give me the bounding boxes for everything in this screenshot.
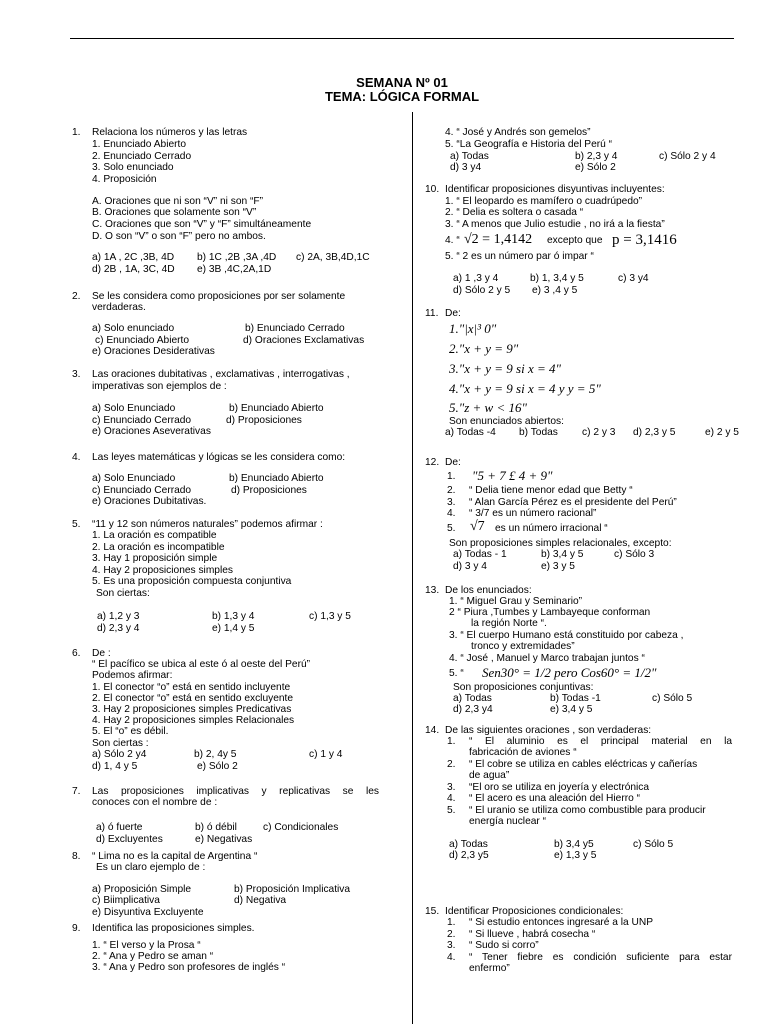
question-text: “11 y 12 son números naturales” podemos afirmar : (92, 519, 323, 530)
question-number: 12. (425, 457, 440, 468)
question-text: De : (92, 648, 111, 659)
option: b) 1,3 y 4 (212, 611, 255, 622)
option: c) Condicionales (263, 822, 339, 833)
column-divider (412, 112, 413, 1024)
pi-expression: p = 3,1416 (612, 232, 677, 248)
letter-item: C. Oraciones que son “V” y “F” simultáneamente (92, 219, 312, 230)
item: 1. Enunciado Abierto (92, 139, 187, 150)
option: d) 2B , 1A, 3C, 4D (92, 264, 175, 275)
item-number: 1. (447, 917, 456, 928)
item: 2 “ Piura ,Tumbes y Lambayeque conforman (449, 607, 651, 618)
item-number: 1. (447, 471, 456, 482)
formula: 3."x + y = 9 si x = 4" (449, 361, 561, 376)
option: e) 3 ,4 y 5 (532, 285, 578, 296)
option: c) 2A, 3B,4D,1C (296, 252, 370, 263)
item: 1. “ El leopardo es mamífero o cuadrúpedo” (445, 196, 643, 207)
item: 5. “ (449, 668, 464, 679)
option: c) Biimplicativa (92, 895, 160, 906)
item-number: 4. (447, 793, 456, 804)
item: 2. “ Ana y Pedro se aman “ (92, 951, 214, 962)
question-text: De: (445, 457, 461, 468)
question-text: conoces con el nombre de : (92, 797, 218, 808)
question-number: 4. (72, 452, 81, 463)
question-text: Las proposiciones implicativas y replicativas se les (92, 786, 379, 797)
question-number: 11. (425, 308, 439, 319)
option: e) 1,3 y 5 (554, 850, 597, 861)
item-text: excepto que (547, 235, 603, 246)
question-number: 8. (72, 851, 81, 862)
option: d) 1, 4 y 5 (92, 761, 138, 772)
item: 5. “La Geografía e Historia del Perú “ (445, 139, 613, 150)
item: 1. La oración es compatible (92, 530, 217, 541)
question-text: Relaciona los números y las letras (92, 127, 248, 138)
formula: 1."|x|³ 0" (449, 321, 497, 336)
option: a) 1 ,3 y 4 (453, 273, 499, 284)
question-number: 14. (425, 725, 440, 736)
item: “ Alan García Pérez es el presidente del Perú” (469, 497, 677, 508)
option: c) Enunciado Cerrado (92, 485, 192, 496)
item: 4. “ (445, 235, 460, 246)
ask: Son proposiciones simples relacionales, excepto: (449, 538, 672, 549)
question-text: Es un claro ejemplo de : (96, 862, 206, 873)
option: e) 2 y 5 (705, 427, 739, 438)
question-number: 15. (425, 906, 440, 917)
option: e) Oraciones Desiderativas (92, 346, 215, 357)
item: “ El aluminio es el principal material en la (469, 736, 732, 747)
item-number: 3. (447, 940, 456, 951)
item-number: 4. (447, 508, 456, 519)
item: 4. “ José y Andrés son gemelos” (445, 127, 591, 138)
option: e) Negativas (195, 834, 253, 845)
option: e) 1,4 y 5 (212, 623, 255, 634)
option: b) Proposición Implicativa (234, 884, 351, 895)
question-text: De: (445, 308, 461, 319)
option: a) Todas -4 (445, 427, 496, 438)
question-text: Identifica las proposiciones simples. (92, 923, 255, 934)
option: e) 3B ,4C,2A,1D (197, 264, 272, 275)
line: 5. El “o” es débil. (92, 726, 169, 737)
option: a) Todas (450, 151, 489, 162)
option: b) Todas -1 (550, 693, 601, 704)
item-number: 1. (447, 736, 456, 747)
line: 2. El conector “o” está en sentido excluyente (92, 693, 294, 704)
option: a) 1,2 y 3 (97, 611, 140, 622)
option: e) Oraciones Dubitativas. (92, 496, 207, 507)
option: a) Solo Enunciado (92, 473, 176, 484)
option: c) Enunciado Cerrado (92, 415, 192, 426)
question-number: 3. (72, 369, 81, 380)
item: 1. “ Miguel Grau y Seminario” (449, 596, 583, 607)
item: 5. Es una proposición compuesta conjuntiva (92, 576, 292, 587)
option: d) 3 y 4 (453, 561, 487, 572)
option: d) 3 y4 (450, 162, 482, 173)
formula: "5 + 7 £ 4 + 9" (472, 468, 553, 483)
question-number: 9. (72, 923, 81, 934)
option: e) Disyuntiva Excluyente (92, 907, 204, 918)
question-number: 13. (425, 585, 440, 596)
item: 4. Proposición (92, 174, 157, 185)
item: “ Delia tiene menor edad que Betty “ (469, 485, 633, 496)
option: b) 3,4 y5 (554, 839, 594, 850)
option: a) Solo Enunciado (92, 403, 176, 414)
item: energía nuclear “ (469, 816, 547, 827)
option: b) 3,4 y 5 (541, 549, 584, 560)
trig-formula: Sen30° = 1/2 pero Cos60° = 1/2" (482, 665, 657, 680)
ask: Son proposiciones conjuntivas: (453, 682, 594, 693)
question-text: imperativas son ejemplos de : (92, 381, 227, 392)
ask: Son ciertas: (96, 588, 150, 599)
item: “ Tener fiebre es condición suficiente para estar (469, 952, 732, 963)
option: e) 3,4 y 5 (550, 704, 593, 715)
item: 2. “ Delia es soltera o casada “ (445, 207, 584, 218)
question-text: De los enunciados: (445, 585, 532, 596)
question-text: Identificar proposiciones disyuntivas incluyentes: (445, 184, 665, 195)
item: 4. Hay 2 proposiciones simples (92, 565, 233, 576)
item: 4. “ José , Manuel y Marco trabajan juntos “ (449, 653, 645, 664)
question-text: verdaderas. (92, 302, 146, 313)
item: 3. Solo enunciado (92, 162, 174, 173)
item-number: 3. (447, 782, 456, 793)
item-number: 5. (447, 805, 456, 816)
item: 3. “ Ana y Pedro son profesores de inglés “ (92, 962, 286, 973)
option: b) Todas (519, 427, 558, 438)
option: c) 1 y 4 (309, 749, 343, 760)
option: c) Sólo 2 y 4 (659, 151, 716, 162)
item-number: 5. (447, 523, 456, 534)
option: d) 2,3 y 4 (97, 623, 140, 634)
item: la región Norte “. (471, 618, 547, 629)
option: c) 1,3 y 5 (309, 611, 351, 622)
ask: Son enunciados abiertos: (449, 416, 564, 427)
item-number: 3. (447, 497, 456, 508)
item: 3. “ A menos que Julio estudie , no irá a la fiesta” (445, 219, 665, 230)
top-rule (70, 38, 734, 39)
item: “ El cobre se utiliza en cables eléctricas y cañerías (469, 759, 698, 770)
option: e) Oraciones Aseverativas (92, 426, 211, 437)
sqrt-seven: √7 (470, 519, 485, 534)
line: Son ciertas : (92, 738, 149, 749)
question-text: “ Lima no es la capital de Argentina “ (92, 851, 258, 862)
option: d) 2,3 y5 (449, 850, 489, 861)
option: a) Sólo 2 y4 (92, 749, 147, 760)
question-text: Las leyes matemáticas y lógicas se les considera como: (92, 452, 346, 463)
item-number: 2. (447, 929, 456, 940)
question-number: 2. (72, 291, 81, 302)
formula: 5."z + w < 16" (449, 400, 527, 415)
item: “ 3/7 es un número racional” (469, 508, 597, 519)
option: c) Enunciado Abierto (95, 335, 190, 346)
option: b) Enunciado Abierto (229, 473, 324, 484)
item: fabricación de aviones “ (469, 747, 577, 758)
item: “ Sudo si corro” (469, 940, 539, 951)
item-number: 2. (447, 759, 456, 770)
item: enfermo” (469, 963, 510, 974)
option: d) Sólo 2 y 5 (453, 285, 511, 296)
letter-item: B. Oraciones que solamente son “V” (92, 207, 257, 218)
line: 4. Hay 2 proposiciones simples Relacionales (92, 715, 295, 726)
option: a) 1A , 2C ,3B, 4D (92, 252, 175, 263)
option: e) 3 y 5 (541, 561, 575, 572)
line: “ El pacífico se ubica al este ó al oeste del Perú” (92, 659, 311, 670)
item: 3. Hay 1 proposición simple (92, 553, 218, 564)
question-number: 1. (72, 127, 81, 138)
question-number: 7. (72, 786, 81, 797)
item: “El oro se utiliza en joyería y electrónica (469, 782, 650, 793)
option: b) 1C ,2B ,3A ,4D (197, 252, 277, 263)
item: “ El acero es una aleación del Hierro “ (469, 793, 641, 804)
question-text: Se les considera como proposiciones por ser solamente (92, 291, 346, 302)
question-text: De las siguientes oraciones , son verdaderas: (445, 725, 652, 736)
option: c) 2 y 3 (582, 427, 616, 438)
option: c) Sólo 3 (614, 549, 655, 560)
option: d) Proposiciones (226, 415, 302, 426)
question-text: Identificar Proposiciones condicionales: (445, 906, 624, 917)
formula: 4."x + y = 9 si x = 4 y y = 5" (449, 381, 601, 396)
sqrt-expression: √2 = 1,4142 (464, 232, 533, 247)
item-number: 4. (447, 952, 456, 963)
question-text: Las oraciones dubitativas , exclamativas , interrogativas , (92, 369, 350, 380)
option: a) Solo enunciado (92, 323, 175, 334)
option: d) Excluyentes (96, 834, 163, 845)
formula: 2."x + y = 9" (449, 341, 519, 356)
option: b) 2, 4y 5 (194, 749, 237, 760)
question-number: 6. (72, 648, 81, 659)
option: c) 3 y4 (618, 273, 649, 284)
option: d) 2,3 y4 (453, 704, 493, 715)
item: es un número irracional “ (495, 523, 608, 534)
item: “ Si llueve , habrá cosecha “ (469, 929, 596, 940)
item: 1. “ El verso y la Prosa “ (92, 940, 201, 951)
item: 3. “ El cuerpo Humano está constituido por cabeza , (449, 630, 684, 641)
item: “ Si estudio entonces ingresaré a la UNP (469, 917, 654, 928)
option: d) Oraciones Exclamativas (243, 335, 365, 346)
option: b) Enunciado Cerrado (245, 323, 345, 334)
option: b) ó débil (195, 822, 237, 833)
option: a) Todas (449, 839, 488, 850)
item: tronco y extremidades” (471, 641, 575, 652)
item: “ El uranio se utiliza como combustible para producir (469, 805, 706, 816)
topic-title: TEMA: LÓGICA FORMAL (324, 89, 480, 104)
item: 5. “ 2 es un número par ó impar “ (445, 251, 594, 262)
option: d) 2,3 y 5 (633, 427, 676, 438)
option: b) 1, 3,4 y 5 (530, 273, 584, 284)
question-number: 5. (72, 519, 81, 530)
letter-item: D. O son “V” o son “F” pero no ambos. (92, 231, 266, 242)
option: b) Enunciado Abierto (229, 403, 324, 414)
line: 3. Hay 2 proposiciones simples Predicativas (92, 704, 292, 715)
letter-item: A. Oraciones que ni son “V” ni son “F” (92, 196, 263, 207)
option: a) Todas - 1 (453, 549, 507, 560)
week-title: SEMANA Nº 01 (356, 75, 448, 90)
option: a) ó fuerte (96, 822, 143, 833)
option: a) Proposición Simple (92, 884, 192, 895)
option: e) Sólo 2 (575, 162, 616, 173)
option: e) Sólo 2 (197, 761, 238, 772)
line: Podemos afirmar: (92, 670, 173, 681)
option: b) 2,3 y 4 (575, 151, 618, 162)
item: de agua” (469, 770, 510, 781)
item-number: 2. (447, 485, 456, 496)
option: c) Sólo 5 (633, 839, 674, 850)
item: 2. Enunciado Cerrado (92, 151, 192, 162)
option: d) Proposiciones (231, 485, 307, 496)
item: 2. La oración es incompatible (92, 542, 225, 553)
line: 1. El conector “o” está en sentido incluyente (92, 682, 291, 693)
question-number: 10. (425, 184, 440, 195)
option: d) Negativa (234, 895, 287, 906)
option: c) Sólo 5 (652, 693, 693, 704)
option: a) Todas (453, 693, 492, 704)
